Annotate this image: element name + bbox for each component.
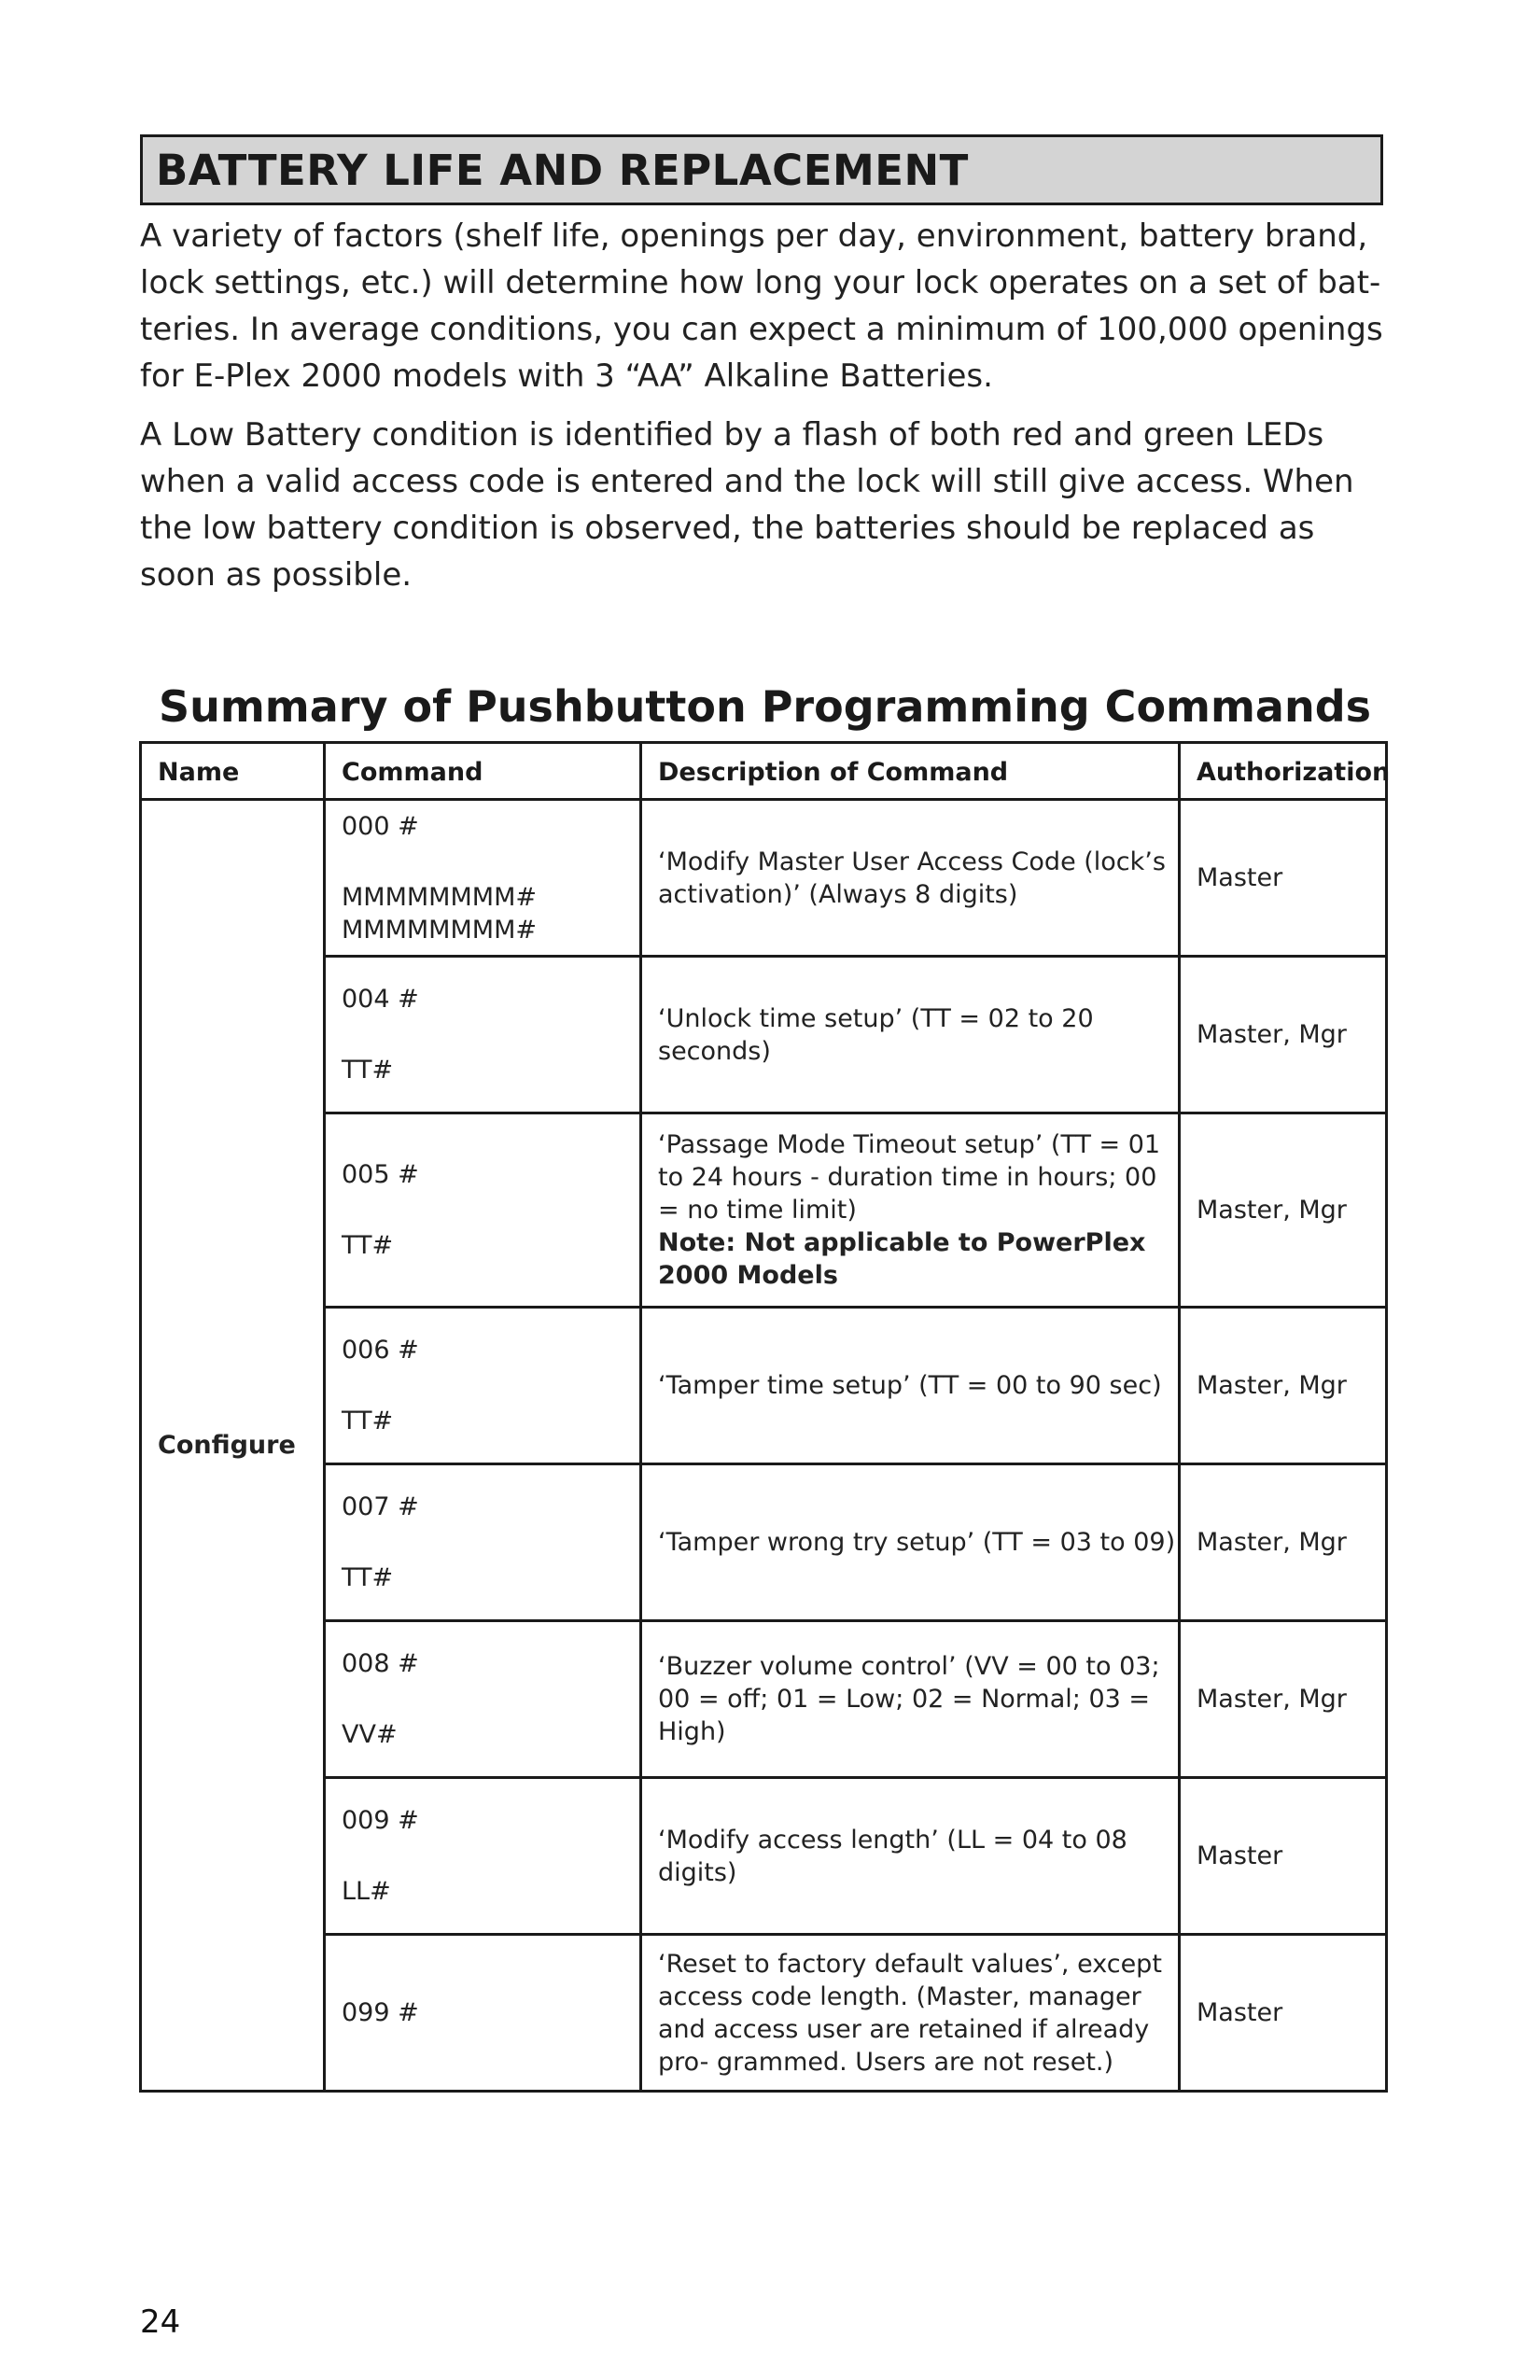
command-spacer: [342, 1680, 639, 1718]
command-line: 005 #: [342, 1160, 419, 1189]
command-spacer: [342, 1523, 639, 1561]
table-row: [141, 1621, 1387, 1778]
authorization-cell: Master: [1180, 800, 1387, 957]
command-line: 004 #: [342, 985, 419, 1014]
command-line: MMMMMMMM#: [342, 882, 537, 912]
table-row: [141, 957, 1387, 1113]
table-row: [141, 1464, 1387, 1621]
description-cell: [641, 800, 1180, 957]
table-row: [141, 1113, 1387, 1308]
page-number: 24: [140, 2303, 181, 2341]
command-cell: [325, 1778, 641, 1935]
header-command: Command: [325, 743, 641, 800]
header-authorization: Authorization: [1180, 743, 1387, 800]
command-spacer: [342, 1191, 639, 1229]
description-cell: [641, 1778, 1180, 1935]
command-cell: [325, 957, 641, 1113]
table-row: [141, 800, 1387, 957]
description-text: ‘Tamper wrong try setup’ (TT = 03 to 09): [658, 1528, 1176, 1557]
paragraph-battery-life: A variety of factors (shelf life, openings per day, environment, battery brand, lock settings, etc.) will determine how long your lock operates on a set of bat- teries. In average conditions, you can expect a minimum of 100,000 openings for E-Plex 2000 models with 3 “AA” Alkaline Batteries.: [140, 217, 1383, 395]
description-text: ‘Tamper time setup’ (TT = 00 to 90 sec): [658, 1371, 1162, 1400]
table-row: [141, 1308, 1387, 1464]
description-cell: [641, 1464, 1180, 1621]
group-name-cell: Configure: [141, 800, 325, 2092]
header-description: Description of Command: [641, 743, 1180, 800]
header-name: Name: [141, 743, 325, 800]
description-cell: [641, 957, 1180, 1113]
table-row: [141, 1935, 1387, 2092]
authorization-cell: Master, Mgr: [1180, 1308, 1387, 1464]
description-cell: [641, 1621, 1180, 1778]
description-text: ‘Modify access length’ (LL = 04 to 08 digits): [658, 1825, 1127, 1887]
command-spacer: [342, 843, 639, 881]
command-line: TT#: [342, 1407, 394, 1435]
command-line: 000 #: [342, 811, 419, 841]
authorization-cell: Master, Mgr: [1180, 1464, 1387, 1621]
authorization-cell: Master, Mgr: [1180, 957, 1387, 1113]
command-spacer: [342, 1015, 639, 1054]
command-spacer: [342, 1837, 639, 1875]
commands-table: [139, 741, 1391, 2093]
description-text: ‘Reset to factory default values’, except access code length. (Master, manager and access user are retained if already pro- grammed. Users are not reset.): [658, 1949, 1162, 2077]
table-row: [141, 1778, 1387, 1935]
description-note: Note: Not applicable to PowerPlex 2000 Models: [658, 1228, 1146, 1290]
authorization-cell: Master, Mgr: [1180, 1621, 1387, 1778]
description-text: ‘Unlock time setup’ (TT = 02 to 20 seconds): [658, 1003, 1094, 1066]
description-text: ‘Modify Master User Access Code (lock’s activation)’ (Always 8 digits): [658, 847, 1166, 909]
command-line: TT#: [342, 1563, 394, 1592]
table-header-row: [141, 743, 1387, 800]
table-body: [141, 800, 1387, 2092]
section-title: BATTERY LIFE AND REPLACEMENT: [140, 134, 1383, 205]
authorization-cell: Master: [1180, 1935, 1387, 2092]
command-line: 009 #: [342, 1806, 419, 1835]
command-cell: [325, 1308, 641, 1464]
command-line: 008 #: [342, 1649, 419, 1678]
command-line: VV#: [342, 1720, 398, 1749]
command-cell: [325, 800, 641, 957]
command-line: 007 #: [342, 1492, 419, 1521]
command-cell: [325, 1464, 641, 1621]
table-title: Summary of Pushbutton Programming Commands: [159, 681, 1372, 732]
command-spacer: [342, 1366, 639, 1405]
description-text: ‘Buzzer volume control’ (VV = 00 to 03; 00 = off; 01 = Low; 02 = Normal; 03 = High): [658, 1652, 1160, 1746]
command-cell: [325, 1935, 641, 2092]
description-cell: [641, 1113, 1180, 1308]
description-cell: [641, 1308, 1180, 1464]
command-line: LL#: [342, 1877, 391, 1906]
command-cell: [325, 1113, 641, 1308]
command-line: 099 #: [342, 1998, 419, 2027]
command-cell: [325, 1621, 641, 1778]
authorization-cell: Master: [1180, 1778, 1387, 1935]
description-text: ‘Passage Mode Timeout setup’ (TT = 01 to 24 hours - duration time in hours; 00 = no time limit): [658, 1130, 1161, 1225]
command-line: 006 #: [342, 1336, 419, 1365]
command-line: MMMMMMMM#: [342, 915, 537, 945]
authorization-cell: Master, Mgr: [1180, 1113, 1387, 1308]
paragraph-low-battery: A Low Battery condition is identified by a flash of both red and green LEDs when a valid access code is entered and the lock will still give access. When the low battery condition is observed, the batteries should be replaced as soon as possible.: [140, 416, 1354, 594]
command-line: TT#: [342, 1231, 394, 1260]
command-line: TT#: [342, 1056, 394, 1085]
description-cell: [641, 1935, 1180, 2092]
